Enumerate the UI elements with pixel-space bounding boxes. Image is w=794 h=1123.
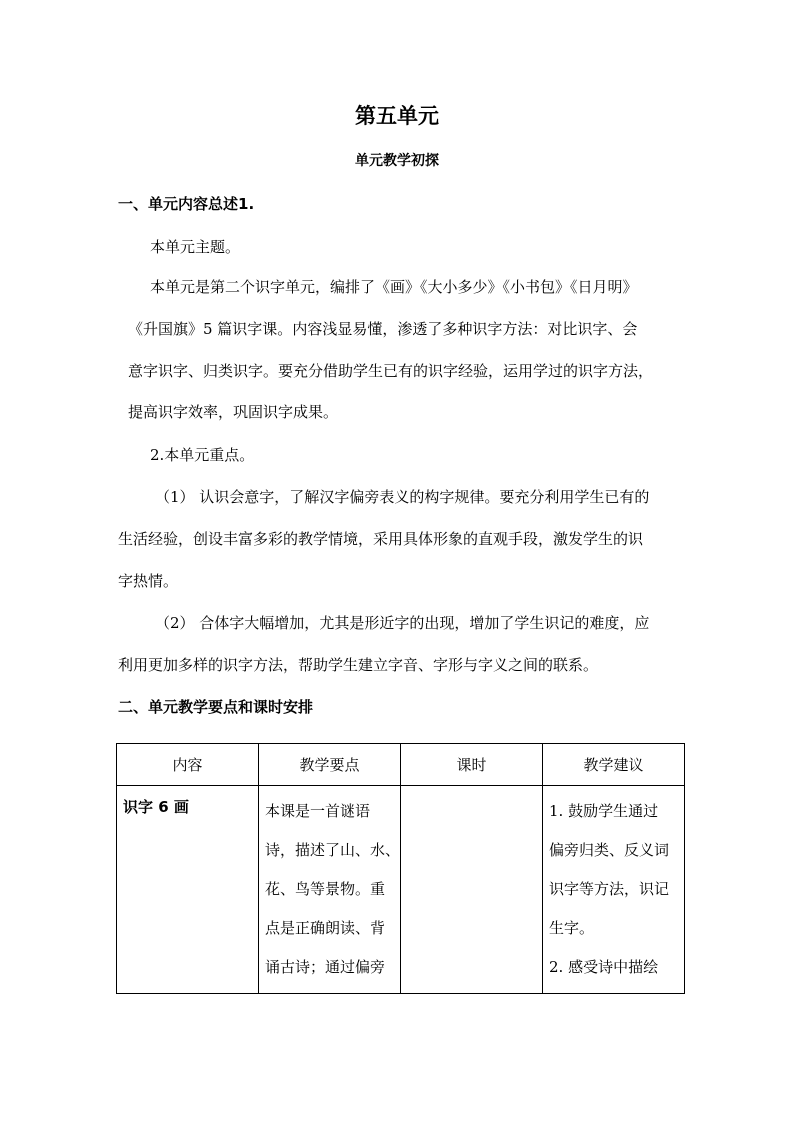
- unit-title: 第五单元: [355, 104, 439, 128]
- advice-line-2: 偏旁归类、反义词: [549, 841, 670, 859]
- point1-line-1: （1） 认识会意字，了解汉字偏旁表义的构字规律。要充分利用学生已有的: [155, 488, 650, 506]
- theme-line-4: 提高识字效率，巩固识字成果。: [128, 403, 339, 421]
- theme-line-3: 意字识字、归类识字。要充分借助学生已有的识字经验，运用学过的识字方法，: [128, 362, 654, 380]
- points-line-4: 点是正确朗读、背: [265, 919, 386, 937]
- section1-heading: 一、单元内容总述1.: [118, 195, 255, 213]
- cell-teaching-points: [259, 786, 401, 994]
- unit-subtitle: 单元教学初探: [355, 153, 439, 169]
- points-line-5: 诵古诗；通过偏旁: [265, 958, 386, 976]
- focus-label: 2.本单元重点。: [150, 446, 255, 464]
- table-header-row: [117, 744, 685, 786]
- header-content: 内容: [117, 744, 259, 786]
- point1-line-2: 生活经验，创设丰富多彩的教学情境，采用具体形象的直观手段，激发学生的识: [118, 530, 644, 548]
- header-class-hours: 课时: [401, 744, 543, 786]
- point1-line-3: 字热情。: [118, 572, 179, 590]
- point2-line-1: （2） 合体字大幅增加，尤其是形近字的出现，增加了学生识记的难度，应: [155, 614, 650, 632]
- theme-line-1: 本单元是第二个识字单元，编排了《画》《大小多少》《小书包》《日月明》: [150, 278, 638, 296]
- lesson-plan-table: [116, 743, 685, 994]
- points-line-2: 诗，描述了山、水、: [265, 841, 401, 859]
- lesson-name: 识字 6 画: [123, 798, 189, 816]
- theme-line-2: 《升国旗》5 篇识字课。内容浅显易懂，渗透了多种识字方法：对比识字、会: [128, 320, 638, 338]
- header-teaching-points: 教学要点: [259, 744, 401, 786]
- points-line-1: 本课是一首谜语: [265, 802, 371, 820]
- section2-heading: 二、单元教学要点和课时安排: [118, 698, 314, 716]
- points-line-3: 花、鸟等景物。重: [265, 880, 386, 898]
- cell-content: [117, 786, 259, 994]
- point2-line-2: 利用更加多样的识字方法，帮助学生建立字音、字形与字义之间的联系。: [118, 656, 599, 674]
- theme-label: 本单元主题。: [150, 238, 241, 256]
- cell-teaching-advice: [543, 786, 685, 994]
- advice-line-5: 2. 感受诗中描绘: [549, 958, 659, 976]
- advice-line-1: 1. 鼓励学生通过: [549, 802, 659, 820]
- cell-class-hours: [401, 786, 543, 994]
- table-row: [117, 786, 685, 994]
- header-teaching-advice: 教学建议: [543, 744, 685, 786]
- advice-line-3: 识字等方法，识记: [549, 880, 670, 898]
- advice-line-4: 生字。: [549, 919, 595, 937]
